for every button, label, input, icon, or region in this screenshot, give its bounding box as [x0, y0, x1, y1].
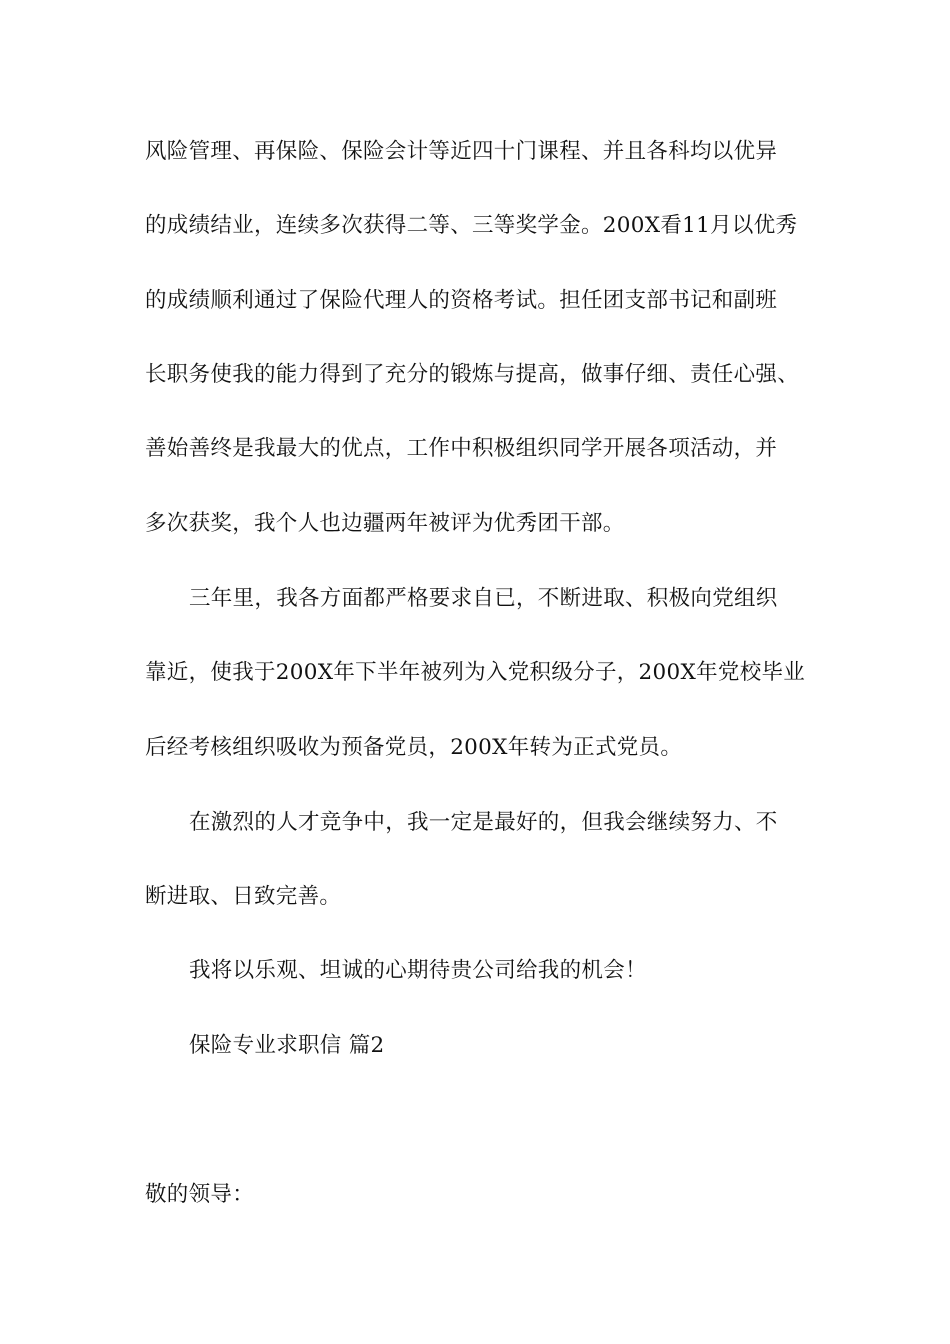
paragraph-line: 的成绩结业，连续多次获得二等、三等奖学金。200X看11月以优秀	[145, 213, 798, 238]
paragraph-line: 善始善终是我最大的优点，工作中积极组织同学开展各项活动，并	[145, 436, 778, 461]
paragraph-line: 断进取、日致完善。	[145, 884, 342, 909]
section-heading: 保险专业求职信 篇2	[189, 1033, 385, 1058]
paragraph-line: 风险管理、再保险、保险会计等近四十门课程、并且各科均以优异	[145, 139, 778, 164]
salutation: 敬的领导：	[145, 1182, 255, 1207]
paragraph-line: 后经考核组织吸收为预备党员，200X年转为正式党员。	[145, 735, 683, 760]
paragraph-line: 的成绩顺利通过了保险代理人的资格考试。担任团支部书记和副班	[145, 288, 778, 313]
paragraph-line: 三年里，我各方面都严格要求自已，不断进取、积极向党组织	[189, 586, 778, 611]
paragraph-line: 在激烈的人才竞争中，我一定是最好的，但我会继续努力、不	[189, 810, 778, 835]
paragraph-line: 靠近，使我于200X年下半年被列为入党积级分子，200X年党校毕业	[145, 660, 806, 685]
paragraph-line: 长职务使我的能力得到了充分的锻炼与提高，做事仔细、责任心强、	[145, 362, 800, 387]
paragraph-line: 多次获奖，我个人也边疆两年被评为优秀团干部。	[145, 511, 625, 536]
paragraph-line: 我将以乐观、坦诚的心期待贵公司给我的机会！	[189, 958, 647, 983]
